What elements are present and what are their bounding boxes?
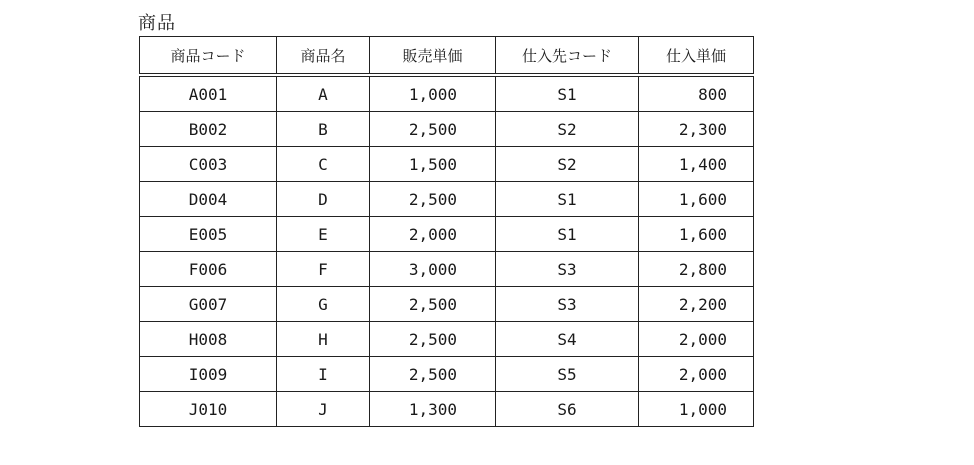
purchase-price-cell: 2,200 <box>639 287 754 322</box>
table-row <box>140 252 754 287</box>
supplier-code-cell: S1 <box>496 217 639 252</box>
column-header-sale-price: 販売単価 <box>370 37 496 76</box>
product-code-cell: F006 <box>140 252 277 287</box>
supplier-code-cell: S1 <box>496 75 639 112</box>
product-name-cell: G <box>277 287 370 322</box>
supplier-code-cell: S3 <box>496 252 639 287</box>
column-header-product-name: 商品名 <box>277 37 370 76</box>
product-code-cell: H008 <box>140 322 277 357</box>
table-row <box>140 392 754 427</box>
sale-price-cell: 3,000 <box>370 252 496 287</box>
column-header-product-code: 商品コード <box>140 37 277 76</box>
product-code-cell: J010 <box>140 392 277 427</box>
product-table-container <box>139 36 754 427</box>
table-row <box>140 112 754 147</box>
purchase-price-cell: 1,600 <box>639 182 754 217</box>
sale-price-cell: 2,500 <box>370 357 496 392</box>
product-code-cell: G007 <box>140 287 277 322</box>
product-name-cell: H <box>277 322 370 357</box>
supplier-code-cell: S6 <box>496 392 639 427</box>
product-name-cell: C <box>277 147 370 182</box>
product-code-cell: I009 <box>140 357 277 392</box>
product-code-cell: B002 <box>140 112 277 147</box>
table-header-row <box>140 37 754 76</box>
table-row <box>140 287 754 322</box>
product-name-cell: F <box>277 252 370 287</box>
sale-price-cell: 2,500 <box>370 112 496 147</box>
sale-price-cell: 2,500 <box>370 182 496 217</box>
sale-price-cell: 2,000 <box>370 217 496 252</box>
sale-price-cell: 2,500 <box>370 322 496 357</box>
supplier-code-cell: S3 <box>496 287 639 322</box>
sale-price-cell: 1,000 <box>370 75 496 112</box>
column-header-supplier-code: 仕入先コード <box>496 37 639 76</box>
supplier-code-cell: S4 <box>496 322 639 357</box>
table-row <box>140 182 754 217</box>
table-row <box>140 75 754 112</box>
product-name-cell: A <box>277 75 370 112</box>
purchase-price-cell: 2,000 <box>639 322 754 357</box>
table-row <box>140 322 754 357</box>
sale-price-cell: 2,500 <box>370 287 496 322</box>
purchase-price-cell: 2,300 <box>639 112 754 147</box>
table-caption: 商品 <box>138 13 176 34</box>
product-code-cell: D004 <box>140 182 277 217</box>
product-code-cell: E005 <box>140 217 277 252</box>
product-name-cell: E <box>277 217 370 252</box>
table-body <box>140 75 754 427</box>
purchase-price-cell: 2,800 <box>639 252 754 287</box>
purchase-price-cell: 1,600 <box>639 217 754 252</box>
supplier-code-cell: S1 <box>496 182 639 217</box>
table-row <box>140 357 754 392</box>
table-row <box>140 217 754 252</box>
purchase-price-cell: 2,000 <box>639 357 754 392</box>
table-row <box>140 147 754 182</box>
supplier-code-cell: S2 <box>496 112 639 147</box>
supplier-code-cell: S5 <box>496 357 639 392</box>
product-table <box>139 36 754 427</box>
product-name-cell: J <box>277 392 370 427</box>
product-name-cell: B <box>277 112 370 147</box>
sale-price-cell: 1,300 <box>370 392 496 427</box>
column-header-purchase-price: 仕入単価 <box>639 37 754 76</box>
purchase-price-cell: 800 <box>639 75 754 112</box>
purchase-price-cell: 1,000 <box>639 392 754 427</box>
supplier-code-cell: S2 <box>496 147 639 182</box>
product-name-cell: D <box>277 182 370 217</box>
product-code-cell: C003 <box>140 147 277 182</box>
sale-price-cell: 1,500 <box>370 147 496 182</box>
product-name-cell: I <box>277 357 370 392</box>
product-code-cell: A001 <box>140 75 277 112</box>
purchase-price-cell: 1,400 <box>639 147 754 182</box>
